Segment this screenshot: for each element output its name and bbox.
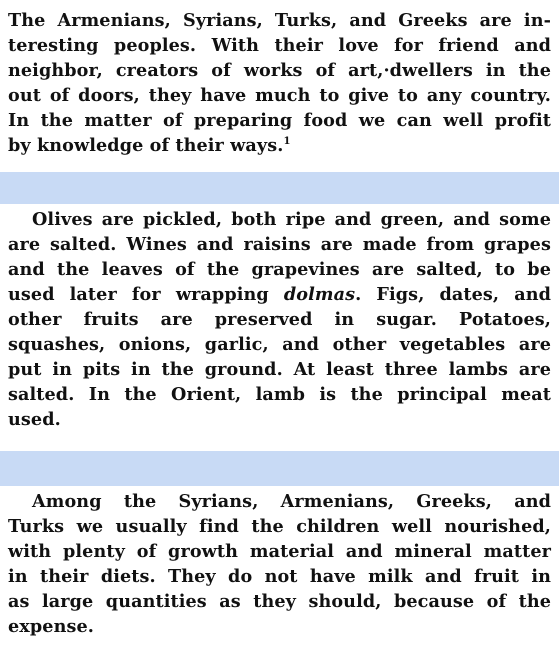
paragraph-1-line-5: In the matter of preparing food we can well profit xyxy=(8,110,551,131)
paragraph-2-line-6: squashes, onions, garlic, and other vegetables are xyxy=(8,334,551,355)
paragraph-2-line-7: put in pits in the ground. At least three lambs are xyxy=(8,359,551,380)
paragraph-2-line-4 xyxy=(8,282,551,307)
paragraph-3-line-2: Turks we usually find the children well nourished, xyxy=(8,516,551,537)
paragraph-1-line-4: out of doors, they have much to give to any country. xyxy=(8,85,551,106)
paragraph-2-line-4-start: used later for wrapping xyxy=(8,284,284,305)
paragraph-3-line-6: expense. xyxy=(8,616,94,637)
paragraph-2-line-8: salted. In the Orient, lamb is the principal meat xyxy=(8,384,551,405)
paragraph-3 xyxy=(0,486,559,650)
section-divider-2 xyxy=(0,451,559,486)
paragraph-1-line-2: teresting peoples. With their love for friend and xyxy=(8,35,551,56)
paragraph-1-line-3: neighbor, creators of works of art,·dwellers in the xyxy=(8,60,551,81)
paragraph-2-line-4-end: . Figs, dates, and xyxy=(355,284,551,305)
paragraph-2-line-5: other fruits are preserved in sugar. Potatoes, xyxy=(8,309,551,330)
paragraph-2-line-2: are salted. Wines and raisins are made from grapes xyxy=(8,234,551,255)
paragraph-2-line-1: Olives are pickled, both ripe and green, and some xyxy=(32,209,551,230)
paragraph-1-line-1: The Armenians, Syrians, Turks, and Greeks are in- xyxy=(8,10,551,31)
paragraph-3-line-3: with plenty of growth material and mineral matter xyxy=(8,541,551,562)
footnote-marker: 1 xyxy=(283,136,291,148)
paragraph-3-line-1: Among the Syrians, Armenians, Greeks, and xyxy=(32,491,551,512)
paragraph-1 xyxy=(0,0,559,172)
paragraph-2 xyxy=(0,204,559,451)
paragraph-3-line-5: as large quantities as they should, because of the xyxy=(8,591,551,612)
paragraph-2-line-3: and the leaves of the grapevines are salted, to be xyxy=(8,259,551,280)
dolmas-term: dolmas xyxy=(283,284,356,305)
section-divider-1 xyxy=(0,172,559,204)
paragraph-2-line-9: used. xyxy=(8,409,61,430)
paragraph-1-line-6-text: by knowledge of their ways. xyxy=(8,135,284,156)
paragraph-1-line-6 xyxy=(8,133,551,158)
paragraph-3-line-4: in their diets. They do not have milk and fruit in xyxy=(8,566,551,587)
